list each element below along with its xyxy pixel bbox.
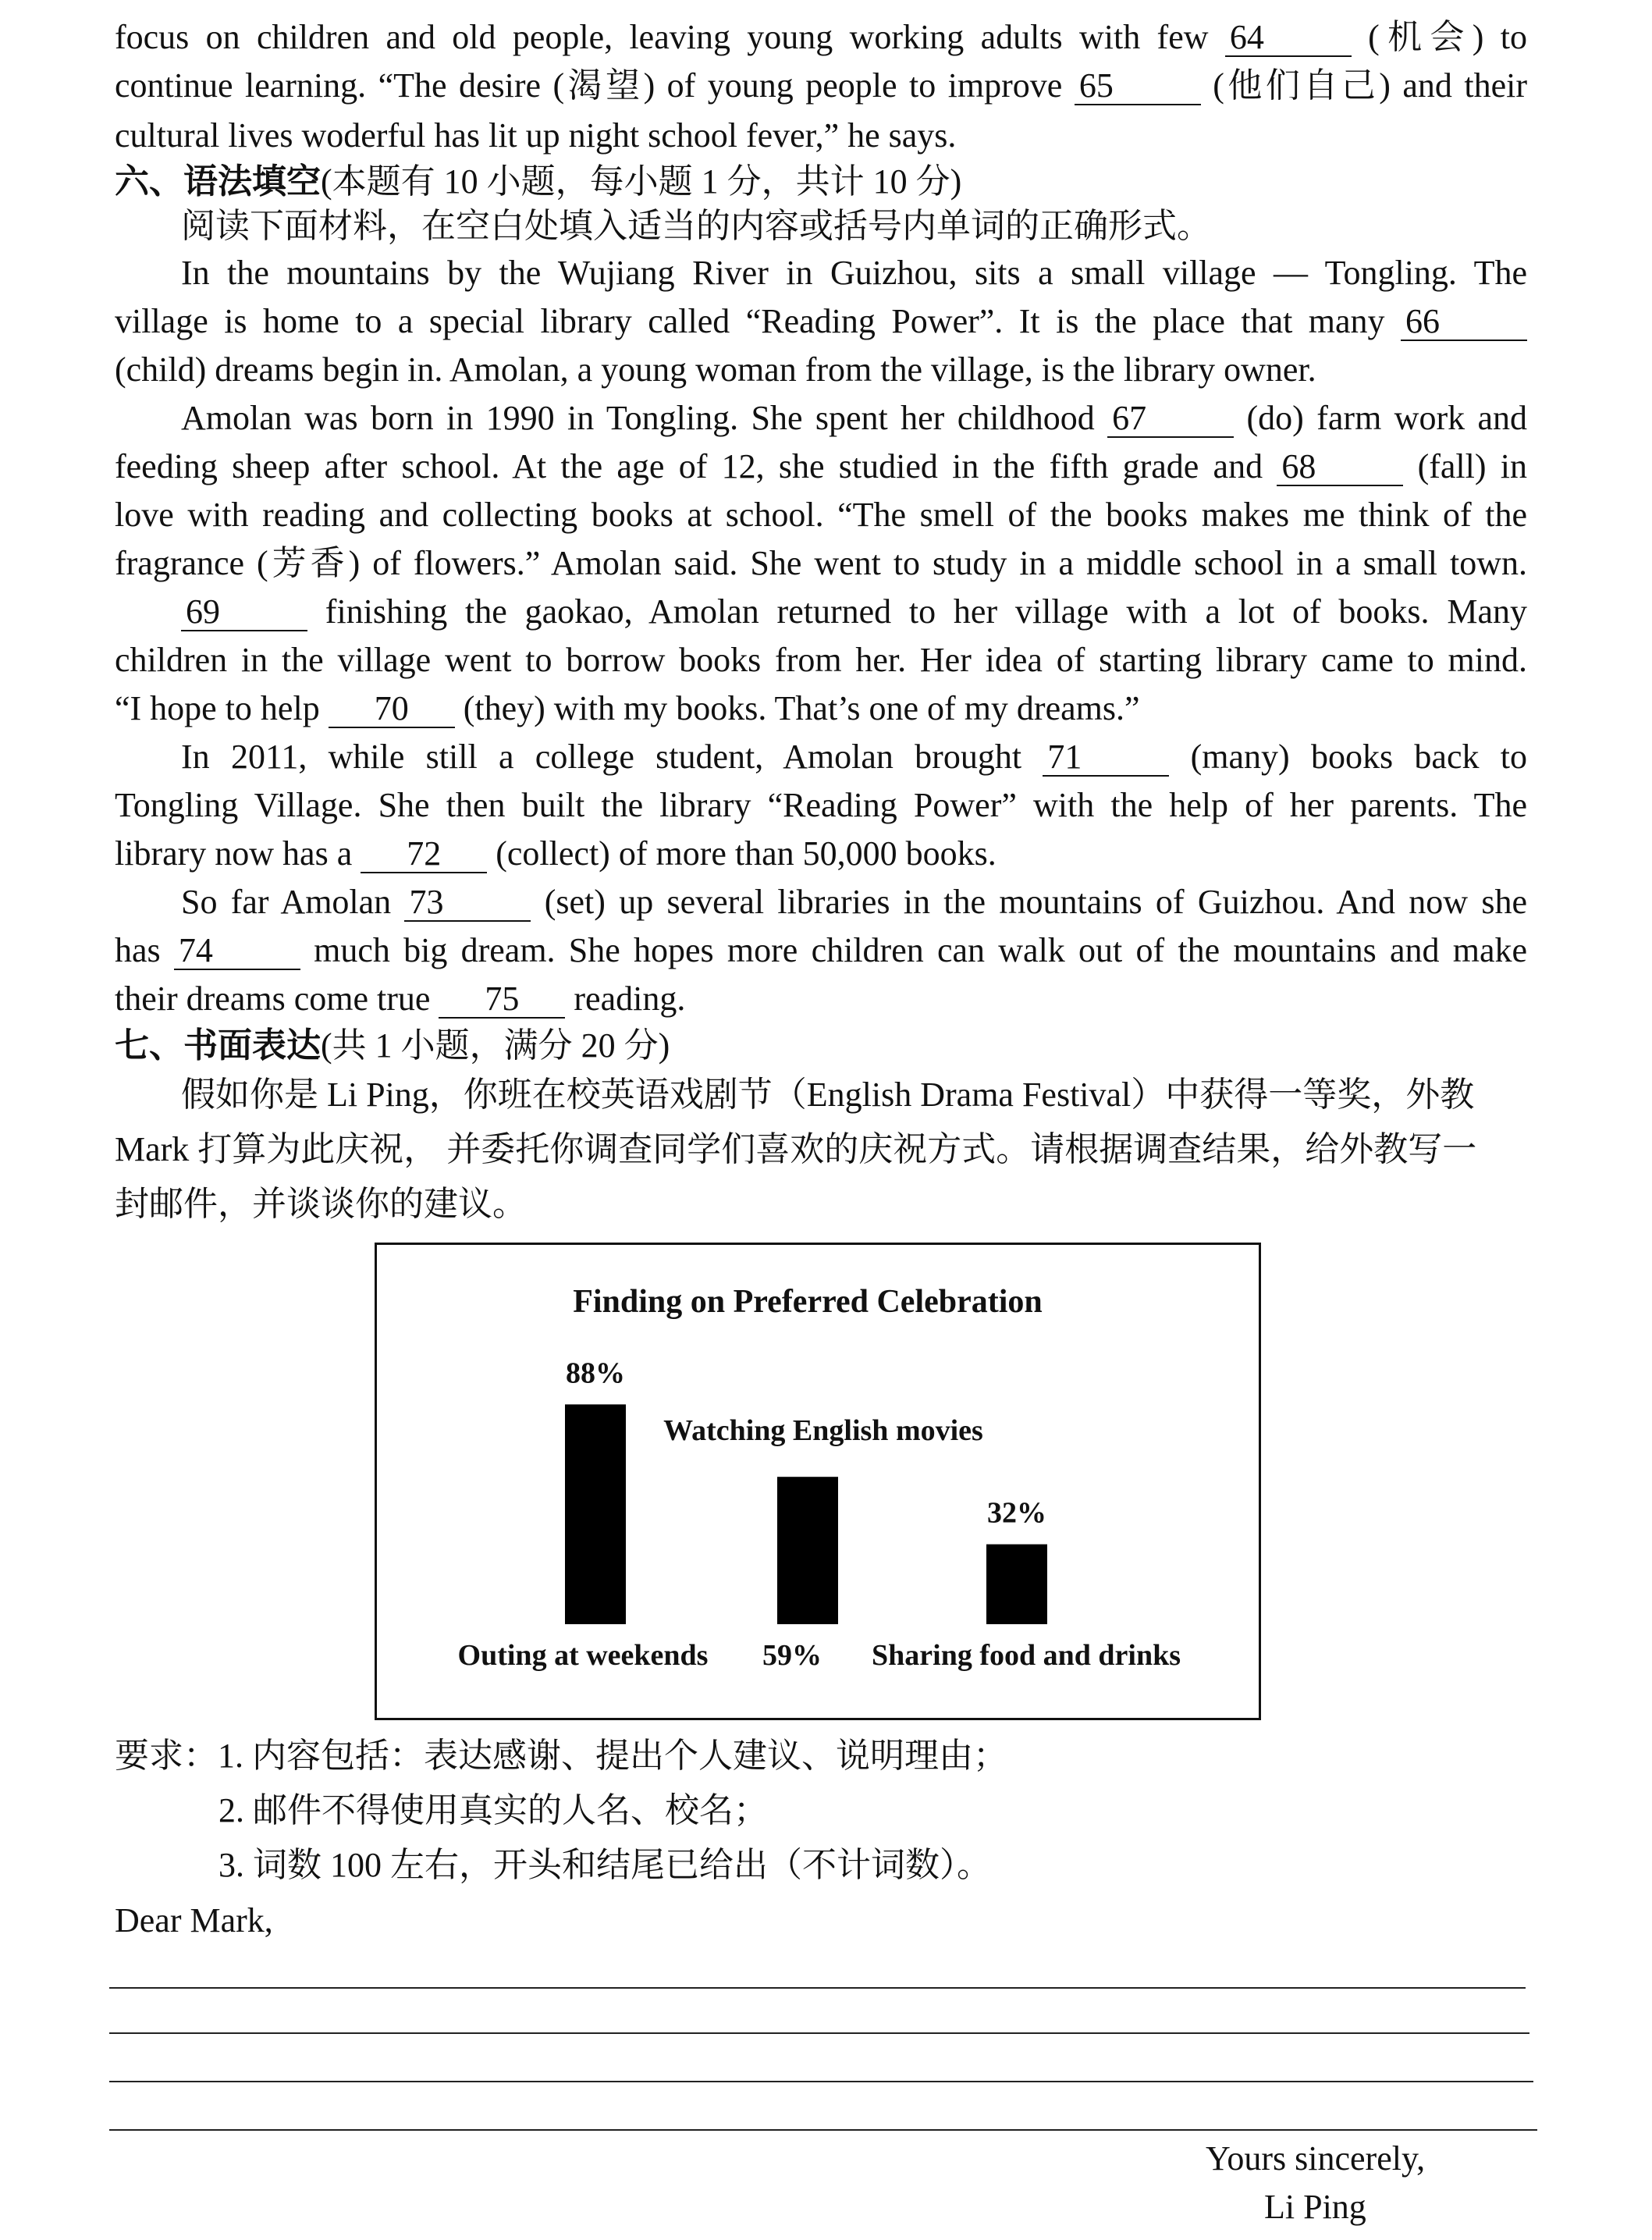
p3-line-2: children in the village went to borrow books from her. Her idea of starting library came to mind.	[115, 641, 1527, 679]
blank-70: 70	[329, 691, 455, 728]
p4-line-2: Tongling Village. She then built the library “Reading Power” with the help of her parents. The	[115, 786, 1527, 824]
chart-svg	[377, 1245, 1259, 1718]
chart-title: Finding on Preferred Celebration	[573, 1284, 1043, 1320]
passage-line-3: cultural lives woderful has lit up night school fever,” he says.	[115, 116, 957, 155]
p2-line-4: fragrance (芳香) of flowers.” Amolan said. She went to study in a middle school in a small town.	[115, 544, 1527, 582]
blank-75: 75	[439, 981, 565, 1019]
writing-line-3[interactable]	[109, 2081, 1533, 2082]
prompt-line-2: Mark 打算为此庆祝， 并委托你调查同学们喜欢的庆祝方式。请根据调查结果，给外教写一	[115, 1130, 1477, 1168]
section-6-heading: 六、语法填空(本题有 10 小题，每小题 1 分，共计 10 分)	[115, 162, 962, 201]
p2-line-2: feeding sheep after school. At the age of 12, she studied in the fifth grade and 68 (fall) in	[115, 447, 1527, 485]
section-7-heading: 七、书面表达(共 1 小题，满分 20 分)	[115, 1026, 670, 1065]
category-label-1: Outing at weekends	[457, 1639, 709, 1672]
bar-2	[777, 1477, 838, 1624]
p3-line-3: “I hope to help 70 (they) with my books. That’s one of my dreams.”	[115, 689, 1140, 727]
p5-line-3: their dreams come true 75 reading.	[115, 980, 686, 1018]
requirements-line-1: 要求：1. 内容包括：表达感谢、提出个人建议、说明理由；	[115, 1737, 1007, 1775]
p1-line-3: (child) dreams begin in. Amolan, a young woman from the village, is the library owner.	[115, 350, 1316, 389]
value-label-3: 32%	[987, 1496, 1046, 1530]
signature: Li Ping	[1264, 2188, 1366, 2226]
p2-line-3: love with reading and collecting books at school. “The smell of the books makes me think of the	[115, 496, 1527, 534]
blank-67: 67	[1107, 400, 1234, 438]
p2-line-1: Amolan was born in 1990 in Tongling. She spent her childhood 67 (do) farm work and	[181, 399, 1528, 437]
writing-line-1[interactable]	[109, 1987, 1526, 1989]
requirements-line-2: 2. 邮件不得使用真实的人名、校名；	[218, 1791, 768, 1829]
blank-71: 71	[1043, 739, 1169, 777]
greeting: Dear Mark,	[115, 1901, 273, 1940]
p4-line-1: In 2011, while still a college student, Amolan brought 71 (many) books back to	[181, 738, 1527, 776]
blank-72: 72	[361, 836, 487, 873]
blank-73: 73	[404, 884, 531, 922]
p1-line-1: In the mountains by the Wujiang River in Guizhou, sits a small village — Tongling. The	[181, 254, 1527, 292]
celebration-chart	[375, 1243, 1261, 1720]
bar-1	[565, 1404, 626, 1624]
p5-line-1: So far Amolan 73 (set) up several libraries in the mountains of Guizhou. And now she	[181, 883, 1527, 921]
writing-line-2[interactable]	[109, 2032, 1529, 2034]
category-label-3: Sharing food and drinks	[872, 1639, 1181, 1672]
p5-line-2: has 74 much big dream. She hopes more children can walk out of the mountains and make	[115, 931, 1528, 969]
value-label-2: 59%	[762, 1639, 822, 1672]
blank-74: 74	[174, 933, 300, 970]
blank-69: 69	[181, 594, 307, 631]
value-label-1: 88%	[566, 1356, 625, 1390]
p3-line-1: 69 finishing the gaokao, Amolan returned to her village with a lot of books. Many	[181, 590, 1527, 634]
p1-line-2: village is home to a special library called “Reading Power”. It is the place that many 66	[115, 300, 1527, 343]
blank-66: 66	[1401, 304, 1527, 341]
closing: Yours sincerely,	[1206, 2139, 1426, 2178]
requirements-line-3: 3. 词数 100 左右，开头和结尾已给出（不计词数）。	[218, 1846, 991, 1884]
prompt-line-3: 封邮件，并谈谈你的建议。	[115, 1185, 527, 1223]
passage-line-1: focus on children and old people, leaving young working adults with few 64 (机会) to	[115, 18, 1527, 56]
prompt-line-1: 假如你是 Li Ping，你班在校英语戏剧节（English Drama Festival）中获得一等奖，外教	[181, 1076, 1475, 1114]
p4-line-3: library now has a 72 (collect) of more than 50,000 books.	[115, 834, 997, 873]
blank-64: 64	[1225, 20, 1352, 57]
blank-68: 68	[1277, 449, 1403, 486]
passage-line-2: continue learning. “The desire (渴望) of young people to improve 65 (他们自己) and their	[115, 66, 1528, 105]
writing-line-4[interactable]	[109, 2129, 1537, 2131]
section-6-instruction: 阅读下面材料，在空白处填入适当的内容或括号内单词的正确形式。	[181, 207, 1211, 245]
blank-65: 65	[1075, 68, 1201, 105]
category-label-2: Watching English movies	[663, 1414, 983, 1447]
bar-3	[986, 1545, 1047, 1624]
